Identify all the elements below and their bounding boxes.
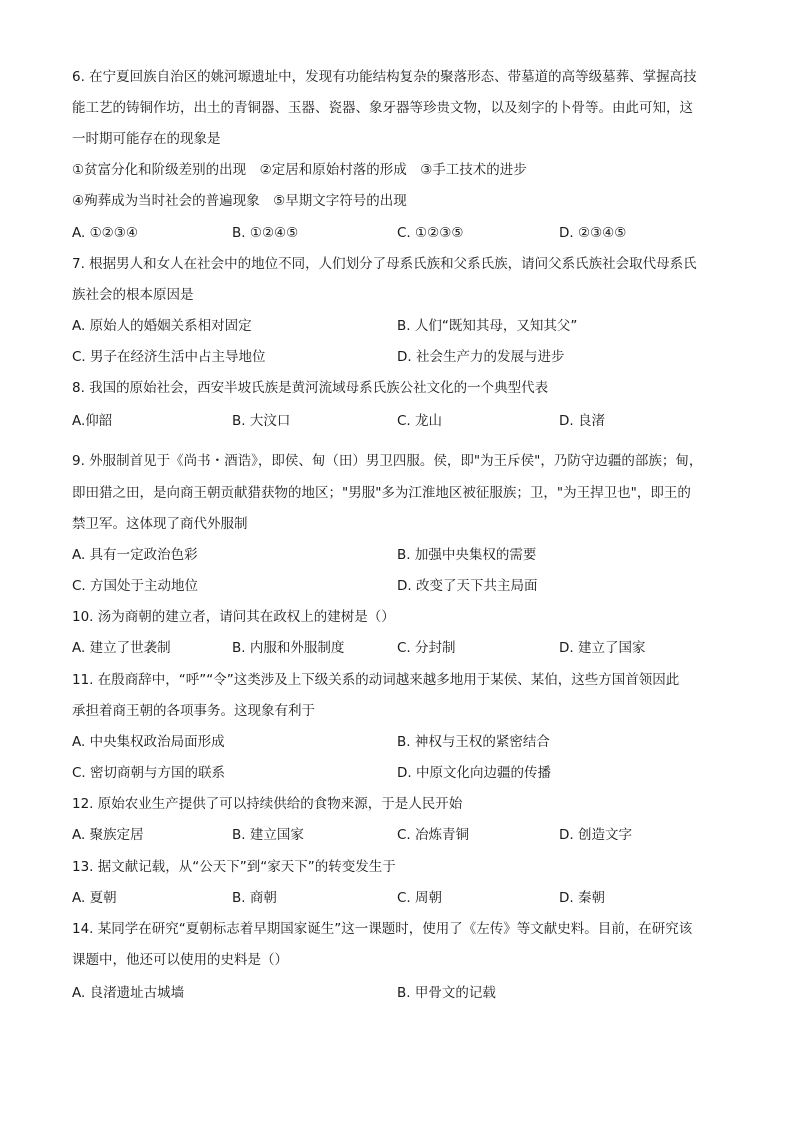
question-8-option-a: A.仰韶: [72, 413, 113, 429]
question-11-option-b: B. 神权与王权的紧密结合: [397, 734, 550, 750]
question-12-option-b: B. 建立国家: [232, 827, 304, 843]
question-11-line-1: 11. 在殷商辞中，“呼”“令”这类涉及上下级关系的动词越来越多地用于某侯、某伯，这些方国首领因此: [72, 672, 680, 688]
question-7-option-a: A. 原始人的婚姻关系相对固定: [72, 318, 252, 334]
question-11-option-d: D. 中原文化向边疆的传播: [397, 765, 551, 781]
question-13-line-1: 13. 据文献记载，从“公天下”到“家天下”的转变发生于: [72, 859, 396, 875]
question-9-line-3: 禁卫军。这体现了商代外服制: [72, 516, 248, 532]
question-13-option-d: D. 秦朝: [559, 890, 605, 906]
question-9-option-d: D. 改变了天下共主局面: [397, 578, 538, 594]
question-10-option-c: C. 分封制: [397, 640, 456, 656]
question-12-option-c: C. 冶炼青铜: [397, 827, 470, 843]
question-6-line-2: 能工艺的铸铜作坊，出土的青铜器、玉器、瓷器、象牙器等珍贵文物，以及刻字的卜骨等。由此可知，这: [72, 100, 693, 116]
question-9-line-1: 9. 外服制首见于《尚书・酒诰》，即侯、甸（田）男卫四服。侯，即"为王斥侯"，乃防守边疆的部族；甸，: [72, 453, 703, 469]
question-10-option-b: B. 内服和外服制度: [232, 640, 345, 656]
question-11-option-a: A. 中央集权政治局面形成: [72, 734, 225, 750]
question-6-statement-2: ④殉葬成为当时社会的普遍现象 ⑤早期文字符号的出现: [72, 193, 407, 209]
question-10-option-a: A. 建立了世袭制: [72, 640, 171, 656]
question-14-line-2: 课题中，他还可以使用的史料是（）: [72, 952, 288, 968]
question-6-line-3: 一时期可能存在的现象是: [72, 131, 221, 147]
question-13-option-c: C. 周朝: [397, 890, 443, 906]
question-7-line-1: 7. 根据男人和女人在社会中的地位不同，人们划分了母系氏族和父系氏族，请问父系氏族社会取代母系氏: [72, 256, 697, 272]
question-8-option-d: D. 良渚: [559, 413, 605, 429]
question-6-option-a: A. ①②③④: [72, 225, 138, 241]
question-6-option-c: C. ①②③⑤: [397, 225, 464, 241]
question-6-option-b: B. ①②④⑤: [232, 225, 299, 241]
question-6-line-1: 6. 在宁夏回族自治区的姚河塬遗址中，发现有功能结构复杂的聚落形态、带墓道的高等级墓葬、掌握高技: [72, 69, 697, 85]
question-14-option-b: B. 甲骨文的记载: [397, 985, 496, 1001]
question-14-option-a: A. 良渚遗址古城墙: [72, 985, 185, 1001]
question-7-option-b: B. 人们“既知其母，又知其父”: [397, 318, 578, 334]
question-8-option-c: C. 龙山: [397, 413, 443, 429]
question-6-statement-1: ①贫富分化和阶级差别的出现 ②定居和原始村落的形成 ③手工技术的进步: [72, 162, 527, 178]
question-12-option-a: A. 聚族定居: [72, 827, 144, 843]
question-11-line-2: 承担着商王朝的各项事务。这现象有利于: [72, 703, 315, 719]
question-13-option-a: A. 夏朝: [72, 890, 117, 906]
question-12-option-d: D. 创造文字: [559, 827, 632, 843]
question-10-line-1: 10. 汤为商朝的建立者，请问其在政权上的建树是（）: [72, 609, 395, 625]
question-9-option-c: C. 方国处于主动地位: [72, 578, 199, 594]
question-7-option-d: D. 社会生产力的发展与进步: [397, 349, 565, 365]
question-8-option-b: B. 大汶口: [232, 413, 291, 429]
question-7-line-2: 族社会的根本原因是: [72, 287, 194, 303]
question-13-option-b: B. 商朝: [232, 890, 277, 906]
question-10-option-d: D. 建立了国家: [559, 640, 646, 656]
question-9-option-a: A. 具有一定政治色彩: [72, 547, 198, 563]
question-9-option-b: B. 加强中央集权的需要: [397, 547, 537, 563]
question-11-option-c: C. 密切商朝与方国的联系: [72, 765, 226, 781]
question-12-line-1: 12. 原始农业生产提供了可以持续供给的食物来源，于是人民开始: [72, 796, 463, 812]
question-6-option-d: D. ②③④⑤: [559, 225, 627, 241]
question-8-line-1: 8. 我国的原始社会，西安半坡氏族是黄河流域母系氏族公社文化的一个典型代表: [72, 380, 549, 396]
question-7-option-c: C. 男子在经济生活中占主导地位: [72, 349, 266, 365]
question-9-line-2: 即田猎之田，是向商王朝贡献猎获物的地区；"男服"多为江淮地区被征服族；卫，"为王捍卫也"，即王的: [72, 485, 691, 501]
question-14-line-1: 14. 某同学在研究“夏朝标志着早期国家诞生”这一课题时，使用了《左传》等文献史料。目前，在研究该: [72, 921, 693, 937]
